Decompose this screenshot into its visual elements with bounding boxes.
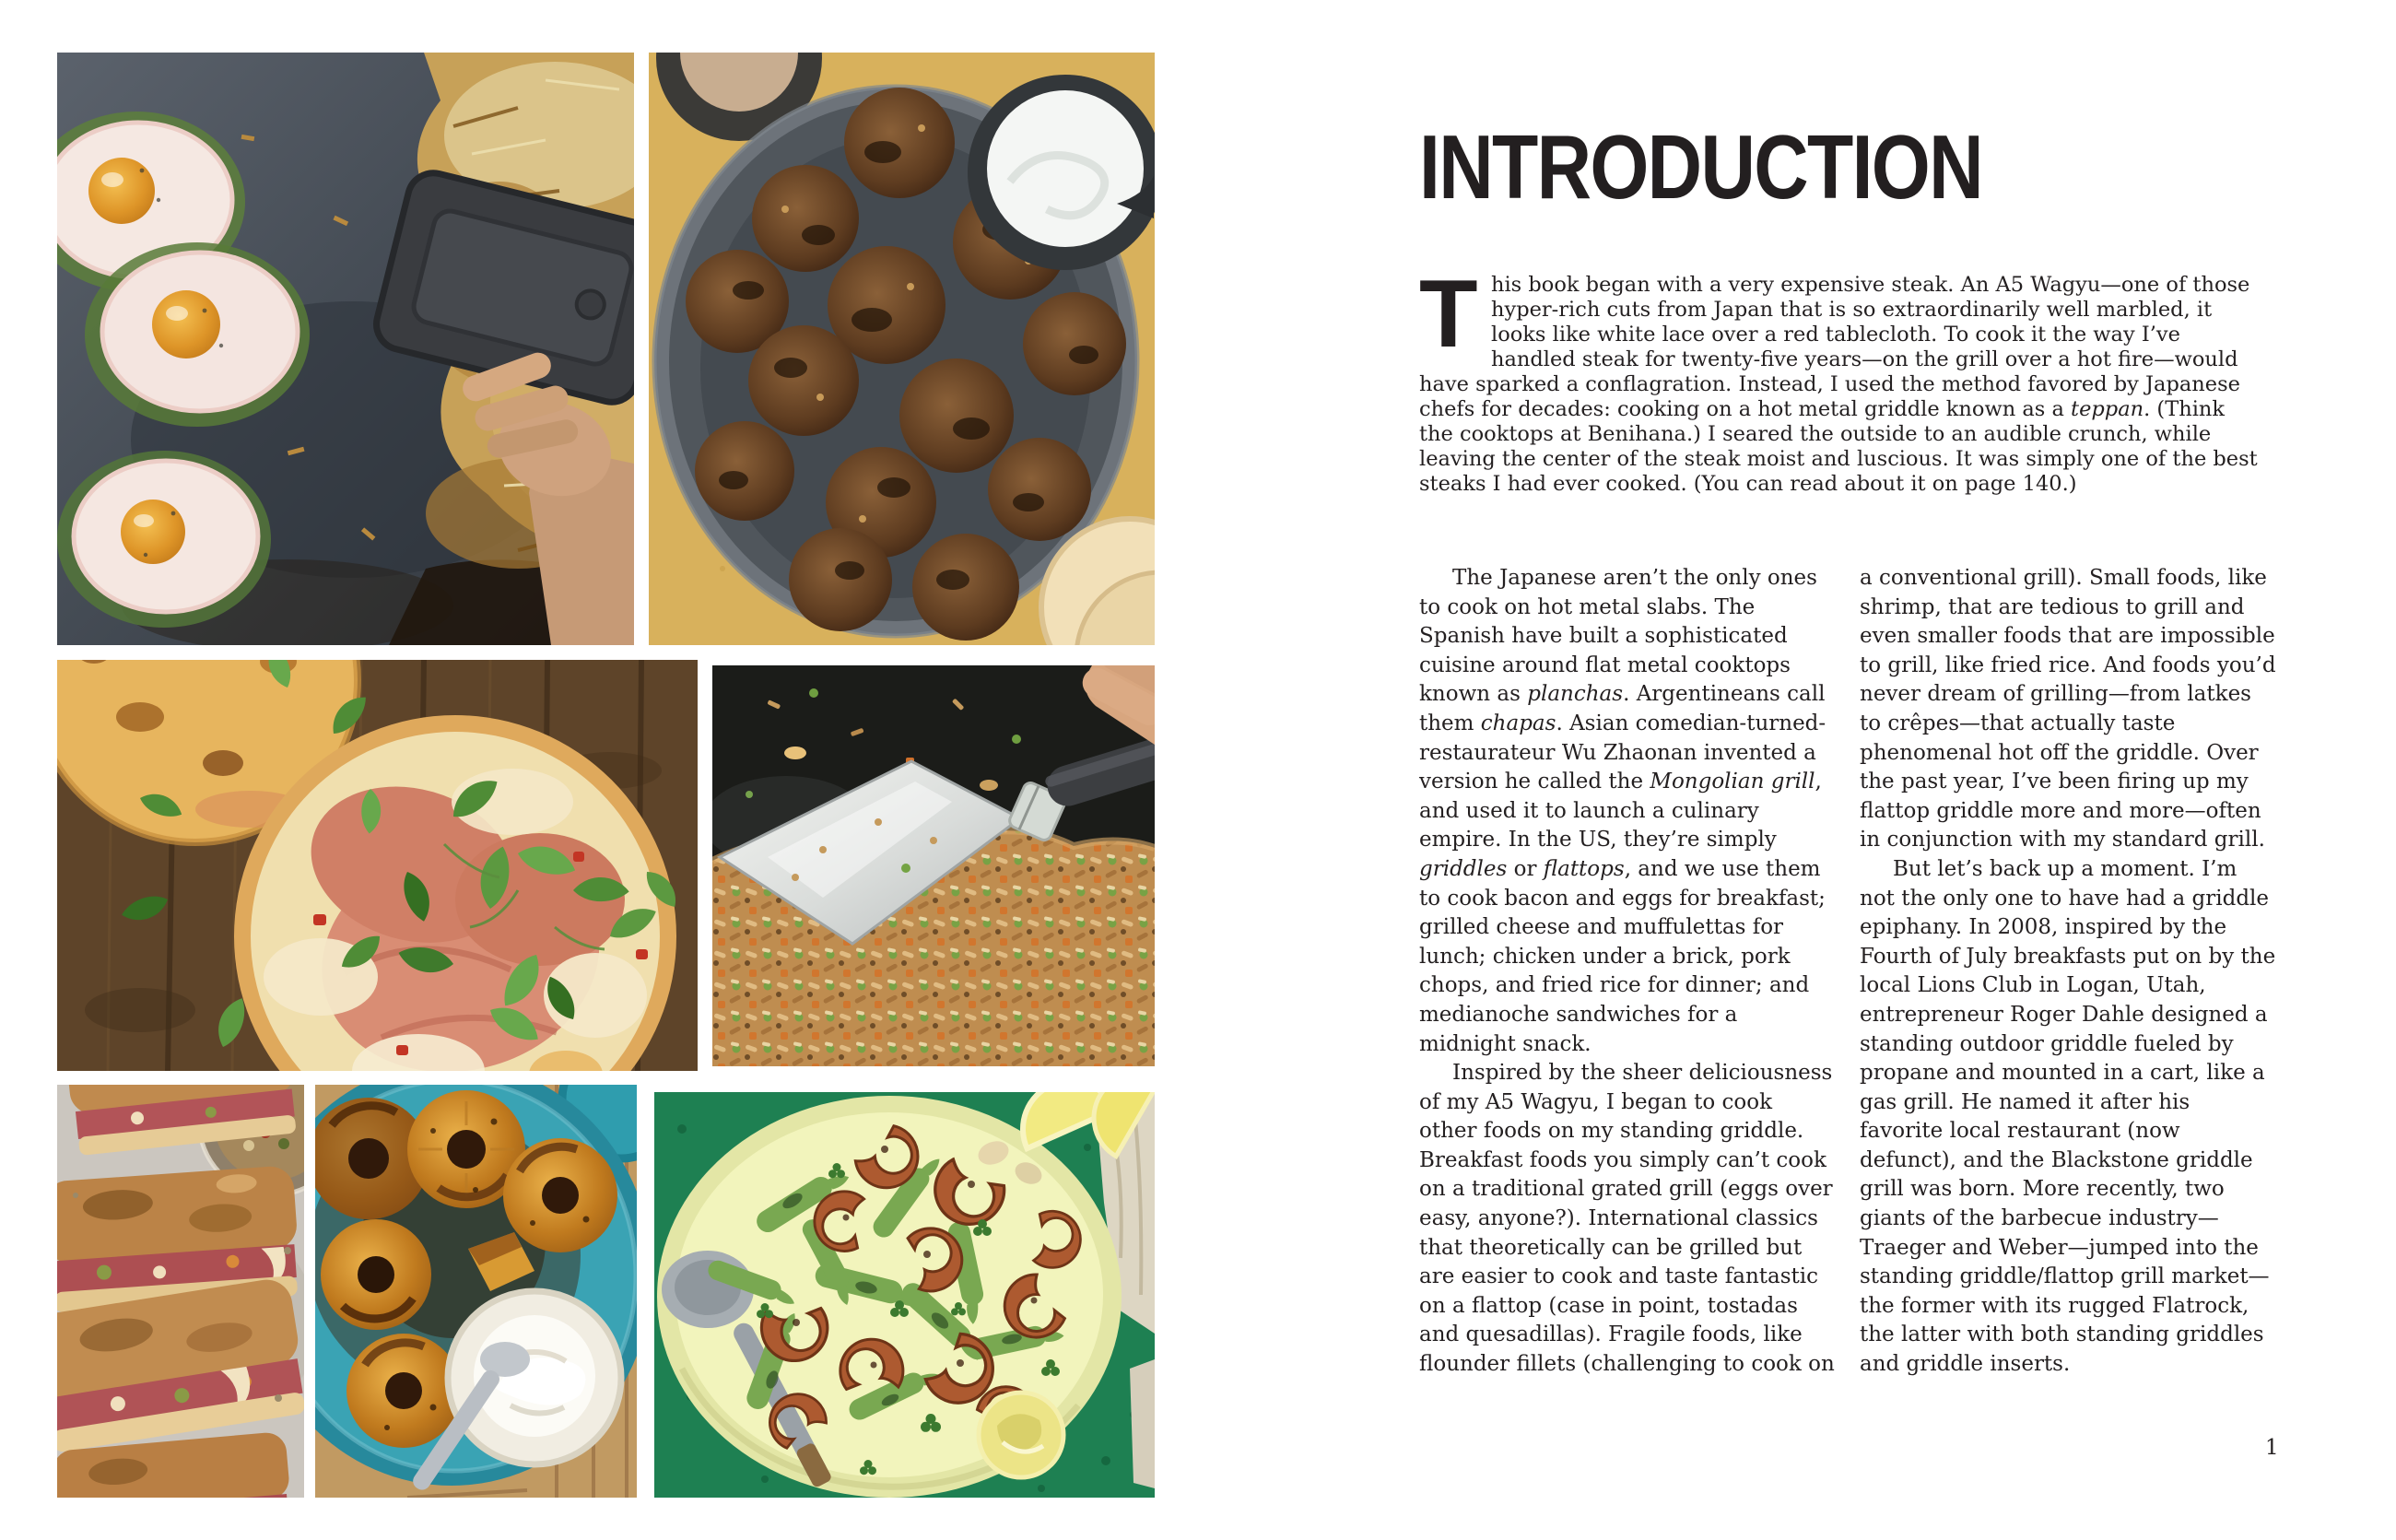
photo-meat-patties: [649, 53, 1155, 645]
column-left: [1419, 564, 1836, 1380]
column-right: [1860, 564, 2276, 1380]
chapter-title: INTRODUCTION: [1419, 116, 1982, 217]
flatbread-pizza-illustration: [57, 660, 698, 1071]
meat-patties-illustration: [649, 53, 1155, 645]
photo-fried-rice: [712, 665, 1155, 1066]
paragraph: The Japanese aren’t the only ones to cook on hot metal slabs. The Spanish have built a sophisticated cuisine around flat metal cooktops known as planchas. Argentineans call them chapas. Asian comedian-turned-restaurateur Wu Zhaonan invented a version he called the Mongolian grill, and used it to launch a culinary empire. In the US, they’re simply griddles or flattops, and we use them to cook bacon and eggs for breakfast; grilled cheese and muffulettas for lunch; chicken under a brick, pork chops, and fried rice for dinner; and medianoche sandwiches for a midnight snack.: [1419, 566, 1826, 1056]
opening-paragraph-text: his book began with a very expensive steak. An A5 Wagyu—one of those hyper-rich cuts from Japan that is so extraordinarily well marbled, it looks like white lace over a red tablecloth. To cook it the way I’ve handled steak for twenty-five years—on the grill over a hot fire—would have sparked a conflagration. Instead, I used the method favored by Japanese chefs for decades: cooking on a hot metal griddle known as a teppan. (Think the cooktops at Benihana.) I seared the outside to an audible crunch, while leaving the center of the steak moist and luscious. It was simply one of the best steaks I had ever cooked. (You can read about it on page 140.): [1419, 273, 2258, 496]
photo-shrimp-peppers: [654, 1092, 1155, 1498]
photo-collage: [57, 53, 1155, 1498]
page-number: 1: [2265, 1436, 2279, 1460]
photo-eggs-griddle: [57, 53, 634, 645]
sandwiches-illustration: [57, 1085, 304, 1498]
paragraph: But let’s back up a moment. I’m not the only one to have had a griddle epiphany. In 2008, inspired by the Fourth of July breakfasts put on by the local Lions Club in Logan, Utah, entrepreneur Roger Dahle designed a standing outdoor griddle fueled by propane and mounted in a cart, like a gas grill. He named it after his favorite local restaurant (now defunct), and the Blackstone griddle grill was born. More recently, two giants of the barbecue industry—Traeger and Weber—jumped into the standing griddle/flattop grill market—the former with its rugged Flatrock, the latter with both standing griddles and griddle inserts.: [1860, 856, 2276, 1377]
shrimp-peppers-illustration: [654, 1092, 1155, 1498]
text-page: [1419, 0, 2276, 1540]
photo-medianoche-sandwiches: [57, 1085, 304, 1498]
pineapple-illustration: [315, 1085, 637, 1498]
eggs-griddle-illustration: [57, 53, 634, 645]
drop-cap: T: [1419, 261, 1478, 368]
opening-paragraph: [1419, 261, 2265, 497]
fried-rice-illustration: [712, 665, 1155, 1066]
photo-flatbread-pizza: [57, 660, 698, 1071]
paragraph: a conventional grill). Small foods, like shrimp, that are tedious to grill and even smaller foods that are impossible to grill, like fried rice. And foods you’d never dream of grilling—from latkes to crêpes—that actually taste phenomenal hot off the griddle. Over the past year, I’ve been firing up my flattop griddle more and more—often in conjunction with my standard grill.: [1860, 566, 2276, 852]
photo-pineapple-rings: [315, 1085, 637, 1498]
paragraph: Inspired by the sheer deliciousness of my A5 Wagyu, I began to cook other foods on my standing griddle. Breakfast foods you simply can’t cook on a traditional grated grill (eggs over easy, anyone?). International classics that theoretically can be grilled but are easier to cook and taste fantastic on a flattop (case in point, tostadas and quesadillas). Fragile foods, like flounder fillets (challenging to cook on: [1419, 1061, 1835, 1377]
two-column-text: [1419, 564, 2276, 1380]
